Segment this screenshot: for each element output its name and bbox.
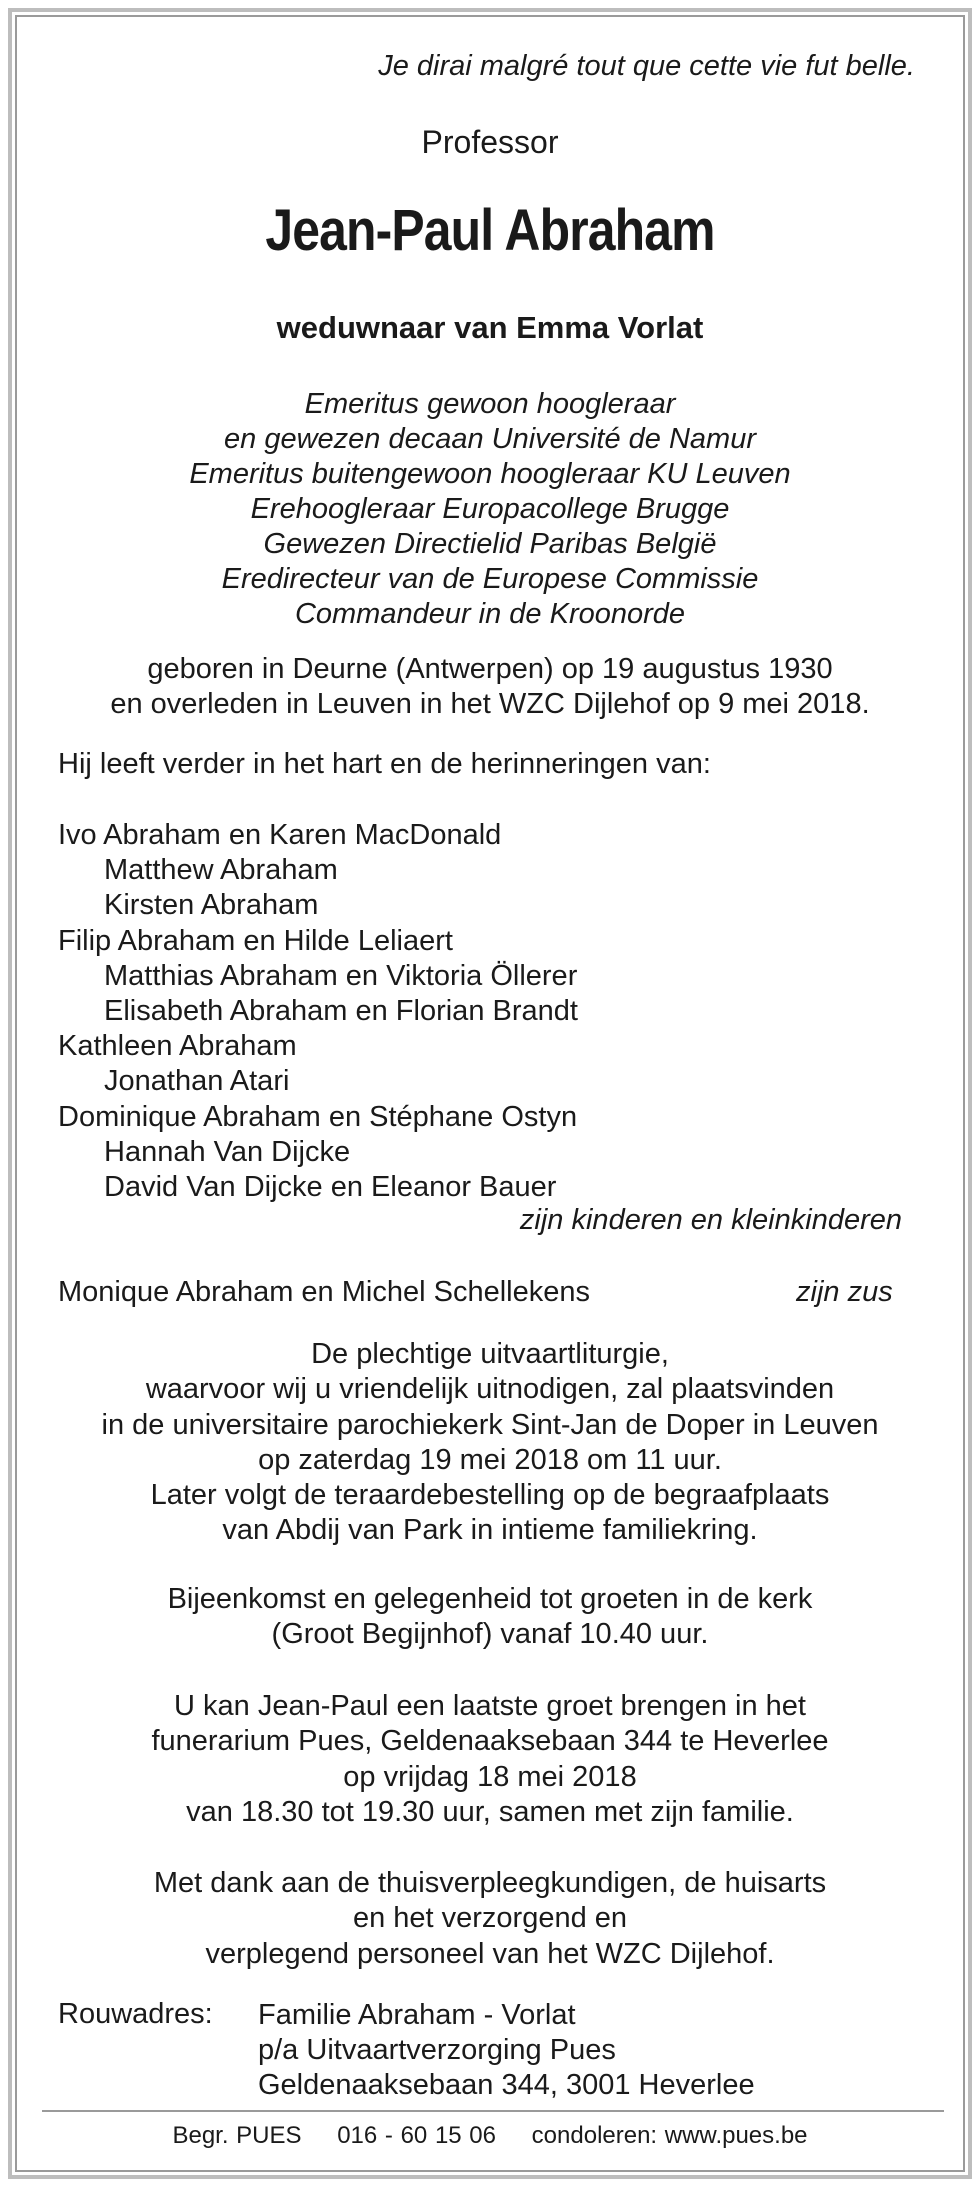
condolences-link[interactable]: condoleren: www.pues.be (531, 2122, 808, 2149)
title-line: Eredirecteur van de Europese Commissie (221, 563, 759, 595)
title-line: Commandeur in de Kroonorde (294, 598, 686, 630)
titles-list (0, 387, 980, 632)
title-line: Emeritus gewoon hoogleraar (304, 388, 676, 420)
sister-relation: zijn zus (796, 1276, 893, 1308)
family-list (58, 818, 578, 1205)
address-line: p/a Uitvaartverzorging Pues (258, 2034, 616, 2066)
family-member: Jonathan Atari (104, 1065, 290, 1098)
gathering-info (0, 1582, 980, 1653)
gathering-line: (Groot Begijnhof) vanaf 10.40 uur. (271, 1618, 709, 1651)
farewell-info (0, 1689, 980, 1830)
farewell-line: op vrijdag 18 mei 2018 (343, 1760, 637, 1793)
family-member: Filip Abraham en Hilde Leliaert (58, 924, 453, 957)
title-line: Emeritus buitengewoon hoogleraar KU Leuven (189, 458, 791, 490)
thanks-line: Met dank aan de thuisverpleegkundigen, de huisarts (153, 1867, 827, 1899)
family-member: Matthias Abraham en Viktoria Öllerer (104, 959, 578, 992)
farewell-line: U kan Jean-Paul een laatste groet brengen in het (174, 1690, 806, 1722)
footer-divider (42, 2110, 944, 2112)
mourning-address (258, 1998, 755, 2103)
deceased-name: Jean-Paul Abraham (265, 198, 715, 263)
funeral-info (0, 1337, 980, 1549)
family-member: Ivo Abraham en Karen MacDonald (58, 819, 502, 851)
family-member: Hannah Van Dijcke (104, 1135, 351, 1168)
funeral-line: Later volgt de teraardebestelling op de begraafplaats (150, 1479, 830, 1512)
mourning-address-label: Rouwadres: (58, 1998, 213, 2030)
birth-death-dates (0, 652, 980, 722)
widower-of: weduwnaar van Emma Vorlat (276, 310, 704, 345)
title-line: Gewezen Directielid Paribas België (263, 528, 717, 560)
title-line: Erehoogleraar Europacollege Brugge (250, 493, 730, 525)
birth-line: geboren in Deurne (Antwerpen) op 19 augustus 1930 (147, 653, 833, 685)
farewell-line: van 18.30 tot 19.30 uur, samen met zijn familie. (186, 1795, 794, 1828)
funeral-line: op zaterdag 19 mei 2018 om 11 uur. (258, 1443, 722, 1476)
gathering-line: Bijeenkomst en gelegenheid tot groeten in de kerk (167, 1583, 813, 1615)
footer (0, 2122, 980, 2150)
funeral-line: De plechtige uitvaartliturgie, (311, 1338, 669, 1370)
lives-on-intro: Hij leeft verder in het hart en de herinneringen van: (58, 748, 711, 780)
undertaker-phone: 016 - 60 15 06 (337, 2122, 496, 2149)
family-member: David Van Dijcke en Eleanor Bauer (104, 1171, 557, 1204)
death-line: en overleden in Leuven in het WZC Dijlehof op 9 mei 2018. (110, 688, 870, 720)
motto: Je dirai malgré tout que cette vie fut belle. (378, 50, 915, 82)
family-member: Kathleen Abraham (58, 1030, 297, 1063)
sister-name: Monique Abraham en Michel Schellekens (58, 1276, 590, 1308)
address-line: Geldenaaksebaan 344, 3001 Heverlee (258, 2069, 755, 2101)
family-member: Matthew Abraham (104, 854, 338, 887)
funeral-line: waarvoor wij u vriendelijk uitnodigen, zal plaatsvinden (145, 1373, 835, 1406)
honorific-title: Professor (421, 124, 559, 160)
thanks-info (0, 1866, 980, 1972)
address-line: Familie Abraham - Vorlat (258, 1999, 576, 2031)
family-member: Elisabeth Abraham en Florian Brandt (104, 995, 578, 1028)
undertaker-name: Begr. PUES (172, 2122, 302, 2149)
children-caption: zijn kinderen en kleinkinderen (519, 1204, 902, 1236)
family-member: Kirsten Abraham (104, 889, 319, 922)
title-line: en gewezen decaan Université de Namur (224, 423, 756, 455)
family-member: Dominique Abraham en Stéphane Ostyn (58, 1100, 578, 1133)
thanks-line: verplegend personeel van het WZC Dijlehof. (205, 1937, 775, 1970)
funeral-line: van Abdij van Park in intieme familiekring. (222, 1514, 758, 1547)
thanks-line: en het verzorgend en (352, 1902, 628, 1935)
funeral-line: in de universitaire parochiekerk Sint-Jan de Doper in Leuven (101, 1408, 879, 1441)
farewell-line: funerarium Pues, Geldenaaksebaan 344 te Heverlee (151, 1725, 829, 1758)
